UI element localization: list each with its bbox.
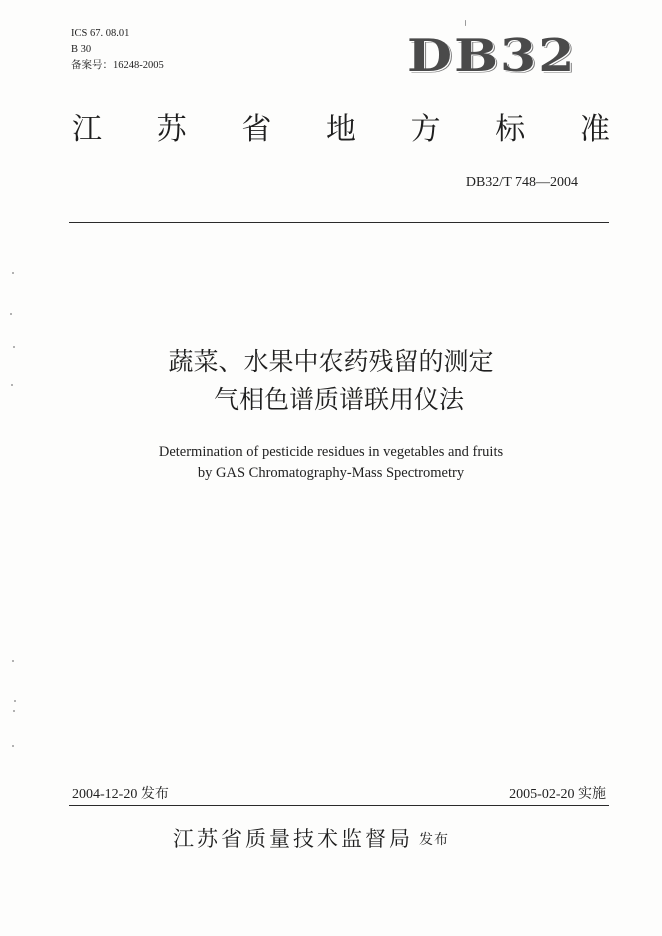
db32-logo: DB32 [407, 29, 577, 83]
standard-title-char: 省 [241, 112, 272, 147]
record-number: 备案号：16248-2005 [71, 60, 164, 71]
issuing-authority [173, 823, 449, 853]
ccs-code: B 30 [71, 44, 92, 55]
implementation-date: 2005-02-20 实施 [509, 787, 606, 802]
standard-title-char: 准 [579, 112, 610, 147]
issue-date: 2004-12-20 发布 [72, 787, 169, 802]
chinese-title-line-2: 气相色谱质谱联用仪法 [213, 385, 464, 414]
footer-divider [69, 805, 609, 806]
standard-title-char: 方 [410, 112, 441, 147]
english-title-line-2: by GAS Chromatography-Mass Spectrometry [197, 465, 465, 481]
issuer-name: 江苏省质量技术监督局 [173, 827, 413, 851]
classification-block [71, 26, 164, 74]
scan-speck [10, 313, 12, 315]
standard-title-char: 苏 [156, 112, 187, 147]
scan-speck [12, 745, 14, 747]
scan-speck [11, 384, 13, 386]
scan-speck [14, 700, 16, 702]
scan-speck [465, 20, 466, 26]
issuer-suffix: 发布 [419, 832, 449, 848]
header-divider [69, 222, 609, 223]
english-title-line-1: Determination of pesticide residues in vegetables and fruits [158, 444, 504, 460]
standard-type-title [72, 112, 610, 148]
ics-code: ICS 67. 08.01 [71, 28, 130, 39]
standard-title-char: 江 [72, 112, 102, 147]
scan-speck [12, 272, 14, 274]
scan-speck [13, 710, 15, 712]
standard-title-char: 标 [495, 112, 526, 147]
standard-code: DB32/T 748—2004 [465, 175, 578, 190]
standard-title-char: 地 [325, 112, 356, 147]
scan-speck [12, 660, 14, 662]
scan-speck [13, 346, 15, 348]
chinese-title-line-1: 蔬菜、水果中农药残留的测定 [168, 347, 494, 376]
